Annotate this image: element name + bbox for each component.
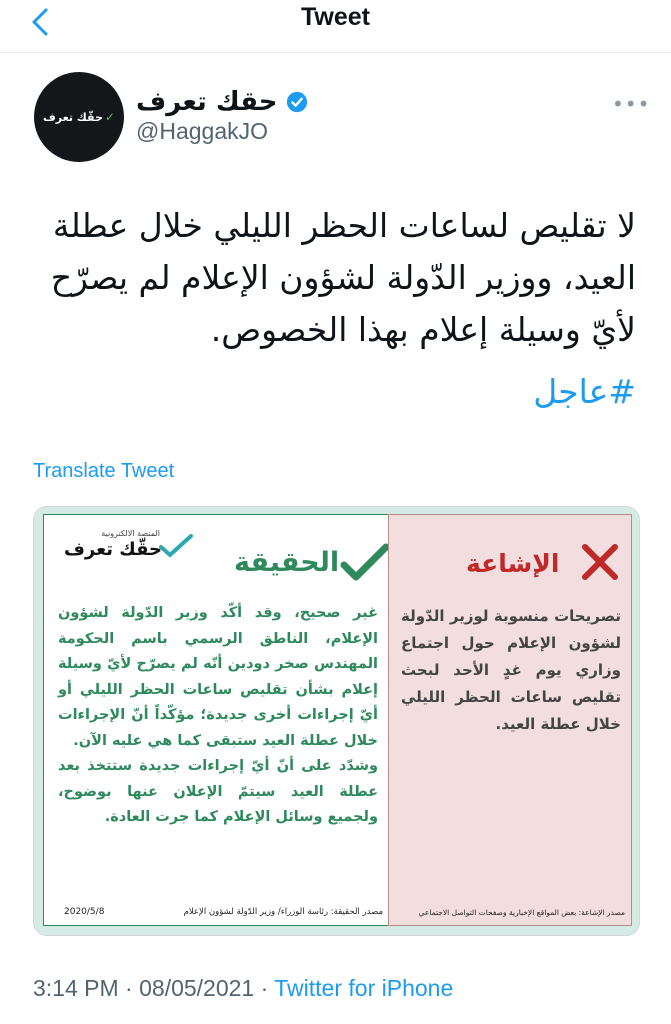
truth-body	[58, 601, 378, 831]
tweet-source-link[interactable]: Twitter for iPhone	[274, 975, 454, 1001]
author-name[interactable]: حقك تعرف	[136, 87, 278, 117]
truth-date: 2020/5/8	[64, 907, 105, 917]
tweet-image[interactable]	[33, 506, 640, 936]
tweet-text: لا تقليص لساعات الحظر الليلي خلال عطلة العيد، ووزير الدّولة لشؤون الإعلام لم يصرّح لأيّ وسيلة إعلام بهذا الخصوص.	[50, 206, 636, 349]
page-title: Tweet	[301, 3, 370, 31]
avatar-check-icon: ✓	[104, 110, 115, 124]
tweet-date: 08/05/2021	[139, 975, 255, 1001]
truth-title: الحقيقة	[234, 547, 340, 578]
x-mark-icon	[579, 541, 621, 583]
avatar[interactable]	[34, 72, 124, 162]
translate-tweet-link[interactable]: Translate Tweet	[33, 460, 175, 482]
logo-subtitle: المنصة الالكترونية	[101, 529, 160, 538]
rumor-body: تصريحات منسوبة لوزير الدّولة لشؤون الإعلام حول اجتماع وزاري يوم غدٍ الأحد لبحث تقليص ساعات الحظر الليلي خلال عطلة العيد.	[401, 607, 621, 733]
author-handle[interactable]: @HaggakJO	[136, 118, 269, 144]
logo-check-icon	[158, 533, 194, 559]
meta-separator-2: ·	[260, 975, 269, 1001]
author-name-row[interactable]	[136, 85, 308, 119]
checkmark-icon	[340, 541, 390, 581]
logo-title: حقّك تعرف	[64, 539, 162, 560]
meta-separator: ·	[125, 975, 133, 1001]
more-options-icon[interactable]: •••	[612, 92, 651, 116]
rumor-source: مصدر الإشاعة: بعض المواقع الإخبارية وصفحات التواصل الاجتماعي	[418, 908, 625, 917]
top-bar	[0, 0, 671, 53]
tweet-meta	[33, 975, 453, 1002]
hashtag-link[interactable]: #عاجل	[533, 372, 636, 411]
verified-badge-icon	[286, 91, 308, 113]
truth-paragraph-2: وشدّد على أنّ أيّ إجراءات جديدة ستتخذ بعد عطلة العيد سيتمّ الإعلان عنها بوضوح، ولجميع وسائل الإعلام كما جرت العادة.	[58, 758, 378, 825]
rumor-panel	[388, 514, 632, 926]
avatar-logo-text: حقّك تعرف	[43, 110, 103, 124]
rumor-title: الإشاعة	[466, 549, 560, 578]
truth-paragraph-1: غير صحيح، وقد أكّد وزير الدّولة لشؤون الإعلام، الناطق الرسمي باسم الحكومة المهندس صخر دودين أنّه لم يصرّح لأيّ وسيلة إعلام بشأن تقليص ساعات الحظر الليلي أو أيّ إجراءات أخرى جديدة؛ مؤكّداً أنّ الإجراءات خلال عطلة العيد ستبقى كما هي عليه الآن.	[58, 605, 378, 749]
tweet-time: 3:14 PM	[33, 975, 119, 1001]
platform-logo	[56, 525, 196, 565]
truth-source: مصدر الحقيقة: رئاسة الوزراء/ وزير الدّولة لشؤون الإعلام	[183, 907, 383, 917]
truth-panel	[43, 514, 390, 926]
